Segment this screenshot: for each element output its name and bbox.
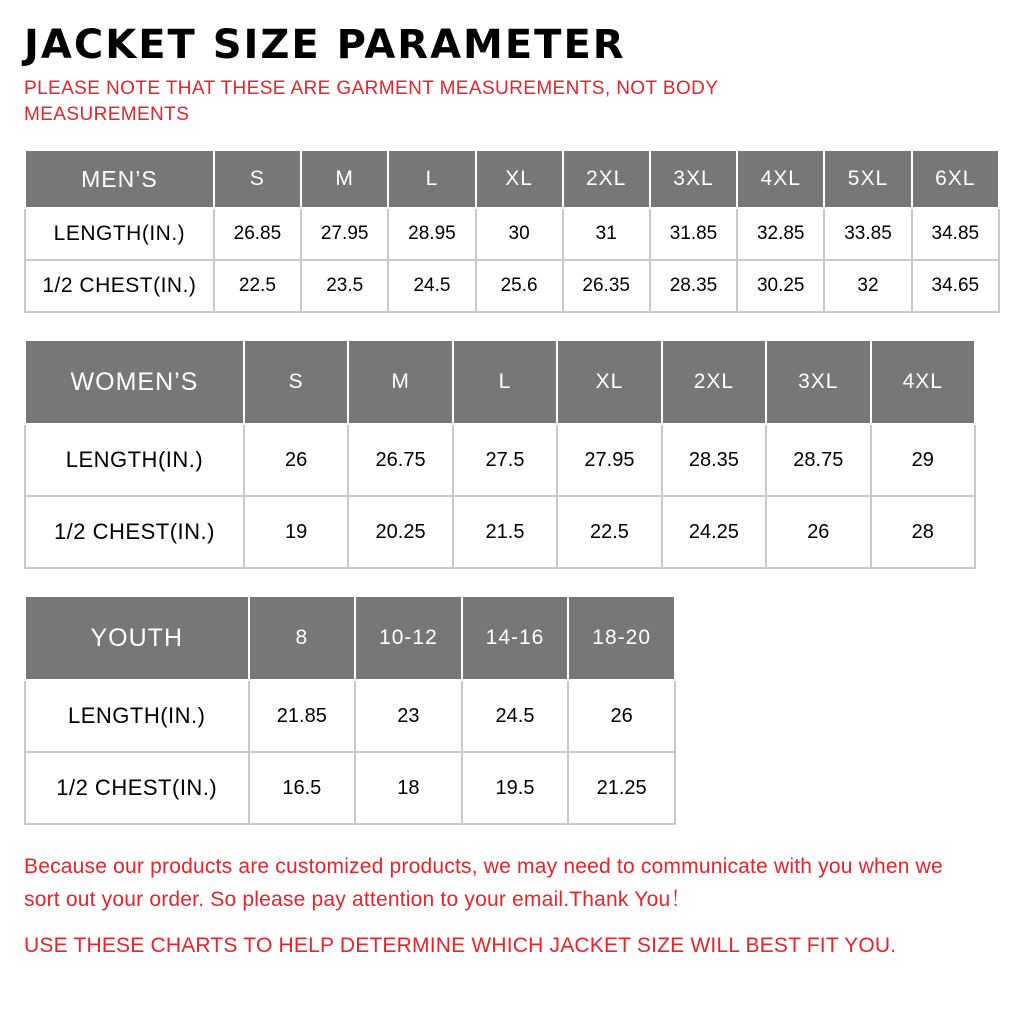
cell-value: 32.85 xyxy=(737,208,824,260)
cell-value: 21.5 xyxy=(453,496,557,568)
cell-value: 24.25 xyxy=(662,496,766,568)
mens-size-header: L xyxy=(388,150,475,208)
womens-size-header: 2XL xyxy=(662,340,766,424)
mens-size-header: 4XL xyxy=(737,150,824,208)
cell-value: 22.5 xyxy=(214,260,301,312)
row-label: 1/2 CHEST(IN.) xyxy=(25,496,244,568)
youth-table-label: YOUTH xyxy=(25,596,249,680)
cell-value: 16.5 xyxy=(249,752,356,824)
mens-size-header: 3XL xyxy=(650,150,737,208)
cell-value: 25.6 xyxy=(476,260,563,312)
footer-paragraph-2: USE THESE CHARTS TO HELP DETERMINE WHICH JACKET SIZE WILL BEST FIT YOU. xyxy=(24,934,897,958)
youth-size-header: 18-20 xyxy=(568,596,675,680)
youth-size-header: 14-16 xyxy=(462,596,569,680)
cell-value: 30 xyxy=(476,208,563,260)
womens-table-label: WOMEN’S xyxy=(25,340,244,424)
cell-value: 31 xyxy=(563,208,650,260)
row-label: 1/2 CHEST(IN.) xyxy=(25,752,249,824)
table-row xyxy=(25,680,675,752)
womens-size-header: M xyxy=(348,340,452,424)
footer-paragraph-1: Because our products are customized products, we may need to communicate with you when we sort out your order. So please pay attention to your email.Thank You！ xyxy=(24,855,943,911)
cell-value: 28.35 xyxy=(650,260,737,312)
womens-size-header: 3XL xyxy=(766,340,870,424)
youth-size-header: 8 xyxy=(249,596,356,680)
page-title: JACKET SIZE PARAMETER xyxy=(24,22,626,68)
cell-value: 18 xyxy=(355,752,462,824)
row-label: LENGTH(IN.) xyxy=(25,208,214,260)
mens-size-header: XL xyxy=(476,150,563,208)
cell-value: 27.95 xyxy=(557,424,661,496)
cell-value: 32 xyxy=(824,260,911,312)
cell-value: 31.85 xyxy=(650,208,737,260)
womens-size-table xyxy=(24,339,976,569)
cell-value: 34.65 xyxy=(912,260,999,312)
footer-notes xyxy=(24,851,984,963)
cell-value: 29 xyxy=(871,424,975,496)
cell-value: 30.25 xyxy=(737,260,824,312)
mens-size-header: 6XL xyxy=(912,150,999,208)
cell-value: 26.85 xyxy=(214,208,301,260)
table-header-row xyxy=(25,596,675,680)
cell-value: 28.95 xyxy=(388,208,475,260)
table-row xyxy=(25,208,999,260)
measurement-note: PLEASE NOTE THAT THESE ARE GARMENT MEASUREMENTS, NOT BODY MEASUREMENTS xyxy=(24,78,718,125)
cell-value: 27.5 xyxy=(453,424,557,496)
table-row xyxy=(25,260,999,312)
cell-value: 28.35 xyxy=(662,424,766,496)
cell-value: 24.5 xyxy=(462,680,569,752)
cell-value: 26.75 xyxy=(348,424,452,496)
cell-value: 34.85 xyxy=(912,208,999,260)
cell-value: 24.5 xyxy=(388,260,475,312)
cell-value: 19.5 xyxy=(462,752,569,824)
mens-size-table xyxy=(24,149,1000,313)
cell-value: 28.75 xyxy=(766,424,870,496)
table-header-row xyxy=(25,340,975,424)
row-label: LENGTH(IN.) xyxy=(25,680,249,752)
table-row xyxy=(25,752,675,824)
cell-value: 21.85 xyxy=(249,680,356,752)
cell-value: 23.5 xyxy=(301,260,388,312)
mens-size-header: M xyxy=(301,150,388,208)
cell-value: 26 xyxy=(244,424,348,496)
table-header-row xyxy=(25,150,999,208)
womens-size-header: L xyxy=(453,340,557,424)
mens-size-header: 5XL xyxy=(824,150,911,208)
cell-value: 23 xyxy=(355,680,462,752)
youth-size-header: 10-12 xyxy=(355,596,462,680)
womens-size-header: S xyxy=(244,340,348,424)
cell-value: 20.25 xyxy=(348,496,452,568)
table-row xyxy=(25,496,975,568)
cell-value: 27.95 xyxy=(301,208,388,260)
womens-size-header: XL xyxy=(557,340,661,424)
cell-value: 28 xyxy=(871,496,975,568)
cell-value: 19 xyxy=(244,496,348,568)
cell-value: 26 xyxy=(766,496,870,568)
youth-size-table xyxy=(24,595,676,825)
cell-value: 33.85 xyxy=(824,208,911,260)
womens-size-header: 4XL xyxy=(871,340,975,424)
table-row xyxy=(25,424,975,496)
mens-size-header: 2XL xyxy=(563,150,650,208)
cell-value: 26 xyxy=(568,680,675,752)
cell-value: 22.5 xyxy=(557,496,661,568)
row-label: LENGTH(IN.) xyxy=(25,424,244,496)
row-label: 1/2 CHEST(IN.) xyxy=(25,260,214,312)
mens-size-header: S xyxy=(214,150,301,208)
cell-value: 26.35 xyxy=(563,260,650,312)
mens-table-label: MEN’S xyxy=(25,150,214,208)
cell-value: 21.25 xyxy=(568,752,675,824)
